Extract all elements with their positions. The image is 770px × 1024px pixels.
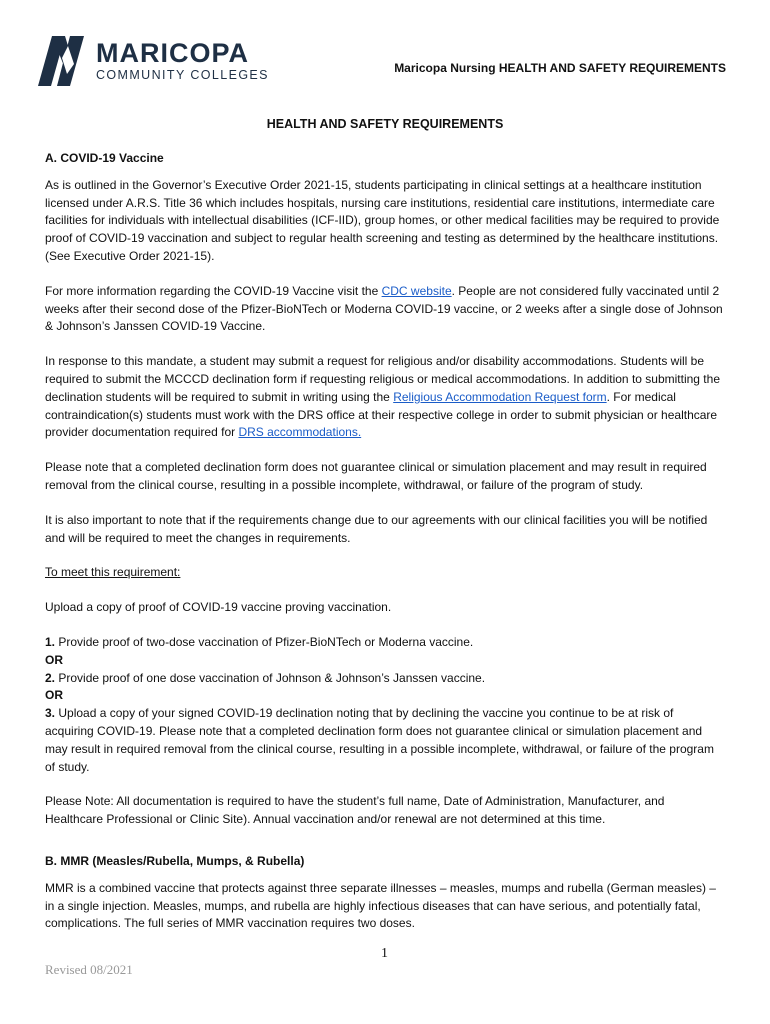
section-a-heading: A. COVID-19 Vaccine — [45, 151, 164, 165]
page-number: 1 — [381, 946, 388, 961]
maricopa-m-icon — [38, 36, 84, 86]
revision-date: Revised 08/2021 — [45, 962, 133, 977]
or-separator-2: OR — [45, 688, 63, 703]
document-body — [45, 150, 725, 933]
logo-name: MARICOPA — [96, 38, 249, 68]
logo-subtitle: COMMUNITY COLLEGES — [96, 68, 269, 82]
section-a-paragraph-1: As is outlined in the Governor’s Executive Order 2021-15, students participating in clinical settings at a healthcare institution licensed under A.R.S. Title 36 which includes hospitals, nursing care institutions, residential care institutions, intermediate care facilities for individuals with intellectual disabilities (ICF-IID), group homes, or other medical facilities may be required to provide proof of COVID-19 vaccination and subject to regular health screening and testing as determined by the healthcare institutions. (See Executive Order 2021-15). — [45, 177, 720, 263]
running-header: Maricopa Nursing HEALTH AND SAFETY REQUIREMENTS — [394, 61, 726, 75]
religious-accommodation-link[interactable]: Religious Accommodation Request form — [393, 389, 607, 404]
drs-accommodations-link[interactable]: DRS accommodations. — [238, 425, 362, 440]
option-2: 2. Provide proof of one dose vaccination of Johnson & Johnson’s Janssen vaccine. — [45, 670, 486, 685]
option-1: 1. Provide proof of two-dose vaccination of Pfizer-BioNTech or Moderna vaccine. — [45, 634, 474, 649]
requirement-heading: To meet this requirement: — [45, 565, 181, 580]
section-a-paragraph-4: Please note that a completed declination form does not guarantee clinical or simulation placement and may result in required removal from the clinical course, resulting in a possible incomplete, withdrawal, or failure of the program of study. — [45, 460, 707, 492]
section-b-paragraph-1: MMR is a combined vaccine that protects against three separate illnesses – measles, mumps and rubella (German measles) – in a single injection. Measles, mumps, and rubella are highly infectious diseases that can have serious, and potentially fatal, complications. The full series of MMR vaccination requires two doses. — [45, 880, 716, 931]
maricopa-logo — [38, 36, 269, 86]
section-a-paragraph-2: For more information regarding the COVID-19 Vaccine visit the CDC website. People are not considered fully vaccinated until 2 weeks after their second dose of the Pfizer-BioNTech or Moderna COVID-19 vaccine, or 2 weeks after a single dose of Johnson & Johnson’s Janssen COVID-19 Vaccine. — [45, 283, 723, 334]
section-b-heading: B. MMR (Measles/Rubella, Mumps, & Rubella) — [45, 853, 305, 868]
page-title: HEALTH AND SAFETY REQUIREMENTS — [266, 117, 504, 131]
or-separator-1: OR — [45, 652, 63, 667]
section-a-paragraph-3: In response to this mandate, a student may submit a request for religious and/or disability accommodations. Students will be required to submit the MCCCD declination form if requesting religious or medical accommodations. In addition to submitting the declination students will be required to submit in writing using the Religious Accommodation Request form. For medical contraindication(s) students must work with the DRS office at their respective college in order to submit physician or healthcare provider documentation required for DRS accommodations. — [45, 354, 720, 440]
cdc-website-link[interactable]: CDC website — [381, 283, 452, 298]
documentation-note: Please Note: All documentation is required to have the student’s full name, Date of Administration, Manufacturer, and Healthcare Professional or Clinic Site). Annual vaccination and/or renewal are not determined at this time. — [45, 794, 665, 827]
option-3: 3. Upload a copy of your signed COVID-19 declination noting that by declining the vaccine you continue to be at risk of acquiring COVID-19. Please note that a completed declination form does not guarantee clinical or simulation placement and may result in required removal from the clinical course, resulting in a possible incomplete, withdrawal, or failure of the program of study. — [45, 706, 714, 774]
section-a-paragraph-5: It is also important to note that if the requirements change due to our agreements with our clinical facilities you will be notified and will be required to meet the changes in requirements. — [45, 512, 708, 545]
upload-instruction: Upload a copy of proof of COVID-19 vaccine proving vaccination. — [45, 600, 392, 615]
